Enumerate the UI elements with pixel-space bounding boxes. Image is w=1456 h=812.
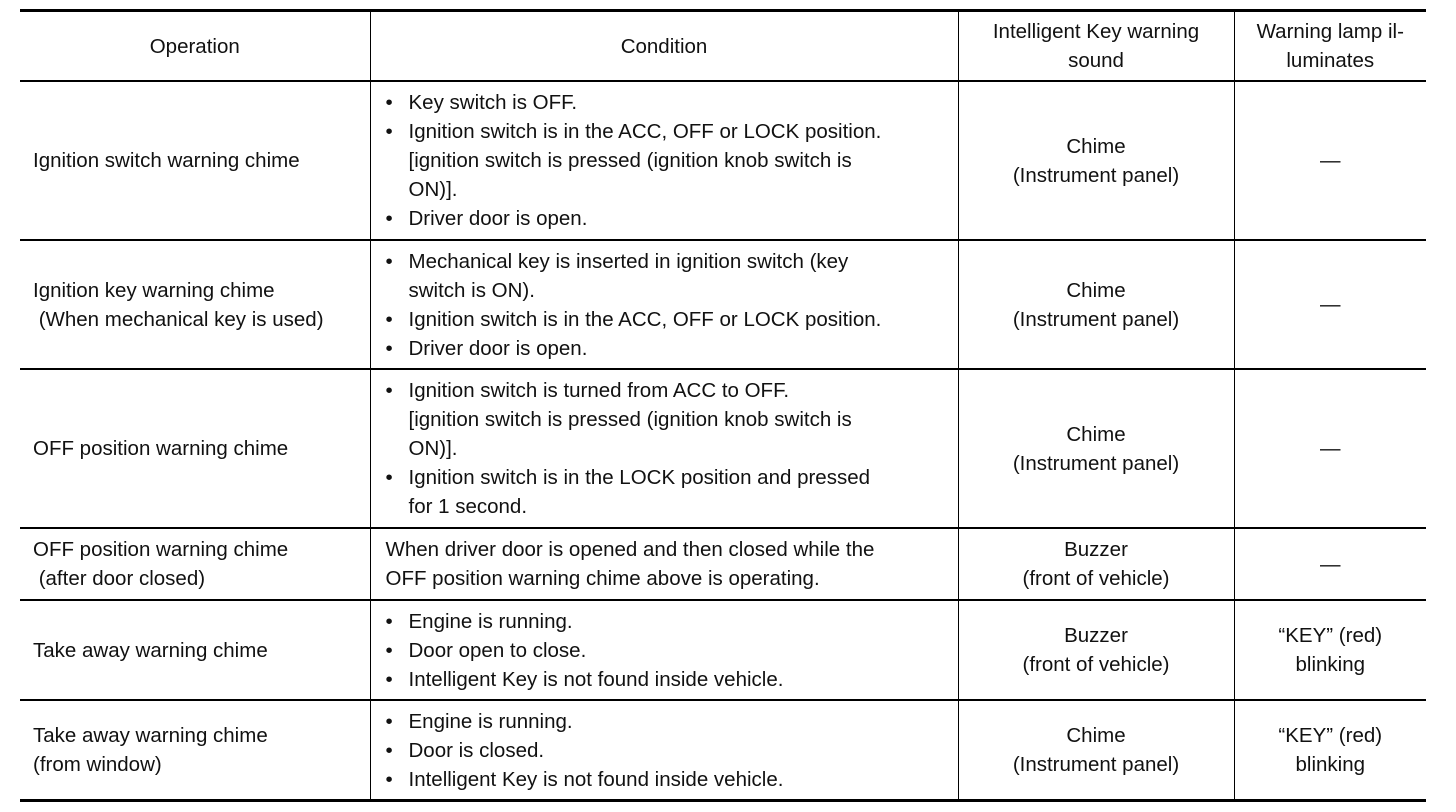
warning-sound-cell: Chime (Instrument panel) bbox=[958, 700, 1234, 801]
condition-item: • Ignition switch is turned from ACC to OFF. [ignition switch is pressed (ignition knob switch is ON)]. bbox=[386, 376, 952, 463]
table-row bbox=[20, 700, 1426, 801]
header-warning-lamp: Warning lamp il- luminates bbox=[1234, 11, 1426, 82]
condition-item: • Intelligent Key is not found inside vehicle. bbox=[386, 765, 952, 794]
table-row bbox=[20, 81, 1426, 240]
condition-list bbox=[386, 247, 952, 363]
header-operation: Operation bbox=[20, 11, 370, 82]
operation-cell: Take away warning chime bbox=[20, 600, 370, 700]
condition-item: • Mechanical key is inserted in ignition switch (key switch is ON). bbox=[386, 247, 952, 305]
warning-sound-cell: Chime (Instrument panel) bbox=[958, 81, 1234, 240]
condition-item: • Driver door is open. bbox=[386, 334, 952, 363]
operation-cell: Ignition key warning chime (When mechanical key is used) bbox=[20, 240, 370, 369]
warning-chime-table bbox=[20, 9, 1426, 802]
condition-cell bbox=[370, 240, 958, 369]
condition-item: • Intelligent Key is not found inside vehicle. bbox=[386, 665, 952, 694]
table-row bbox=[20, 240, 1426, 369]
warning-sound-cell: Chime (Instrument panel) bbox=[958, 369, 1234, 528]
condition-list bbox=[386, 707, 952, 794]
warning-lamp-cell: — bbox=[1234, 369, 1426, 528]
table-header-row bbox=[20, 11, 1426, 82]
warning-lamp-cell: “KEY” (red) blinking bbox=[1234, 600, 1426, 700]
operation-cell: Take away warning chime (from window) bbox=[20, 700, 370, 801]
warning-sound-cell: Buzzer (front of vehicle) bbox=[958, 600, 1234, 700]
condition-cell bbox=[370, 81, 958, 240]
warning-lamp-cell: — bbox=[1234, 240, 1426, 369]
table-row bbox=[20, 528, 1426, 600]
condition-item: • Ignition switch is in the ACC, OFF or LOCK position. bbox=[386, 305, 952, 334]
header-condition: Condition bbox=[370, 11, 958, 82]
warning-chime-table-container bbox=[20, 9, 1426, 802]
condition-list bbox=[386, 376, 952, 521]
condition-item: • Engine is running. bbox=[386, 707, 952, 736]
condition-list bbox=[386, 88, 952, 233]
condition-cell bbox=[370, 700, 958, 801]
warning-lamp-cell: — bbox=[1234, 81, 1426, 240]
condition-item: • Key switch is OFF. bbox=[386, 88, 952, 117]
condition-item: • Driver door is open. bbox=[386, 204, 952, 233]
warning-sound-cell: Buzzer (front of vehicle) bbox=[958, 528, 1234, 600]
warning-lamp-cell: — bbox=[1234, 528, 1426, 600]
condition-cell bbox=[370, 369, 958, 528]
table-row bbox=[20, 369, 1426, 528]
condition-item: • Door is closed. bbox=[386, 736, 952, 765]
condition-list bbox=[386, 607, 952, 694]
condition-item: • Door open to close. bbox=[386, 636, 952, 665]
operation-cell: Ignition switch warning chime bbox=[20, 81, 370, 240]
condition-cell bbox=[370, 600, 958, 700]
condition-item: • Ignition switch is in the LOCK position and pressed for 1 second. bbox=[386, 463, 952, 521]
warning-lamp-cell: “KEY” (red) blinking bbox=[1234, 700, 1426, 801]
operation-cell: OFF position warning chime (after door closed) bbox=[20, 528, 370, 600]
table-row bbox=[20, 600, 1426, 700]
condition-item: • Engine is running. bbox=[386, 607, 952, 636]
condition-cell: When driver door is opened and then closed while the OFF position warning chime above is operating. bbox=[370, 528, 958, 600]
warning-sound-cell: Chime (Instrument panel) bbox=[958, 240, 1234, 369]
condition-item: • Ignition switch is in the ACC, OFF or LOCK position. [ignition switch is pressed (ignition knob switch is ON)]. bbox=[386, 117, 952, 204]
header-warning-sound: Intelligent Key warning sound bbox=[958, 11, 1234, 82]
operation-cell: OFF position warning chime bbox=[20, 369, 370, 528]
